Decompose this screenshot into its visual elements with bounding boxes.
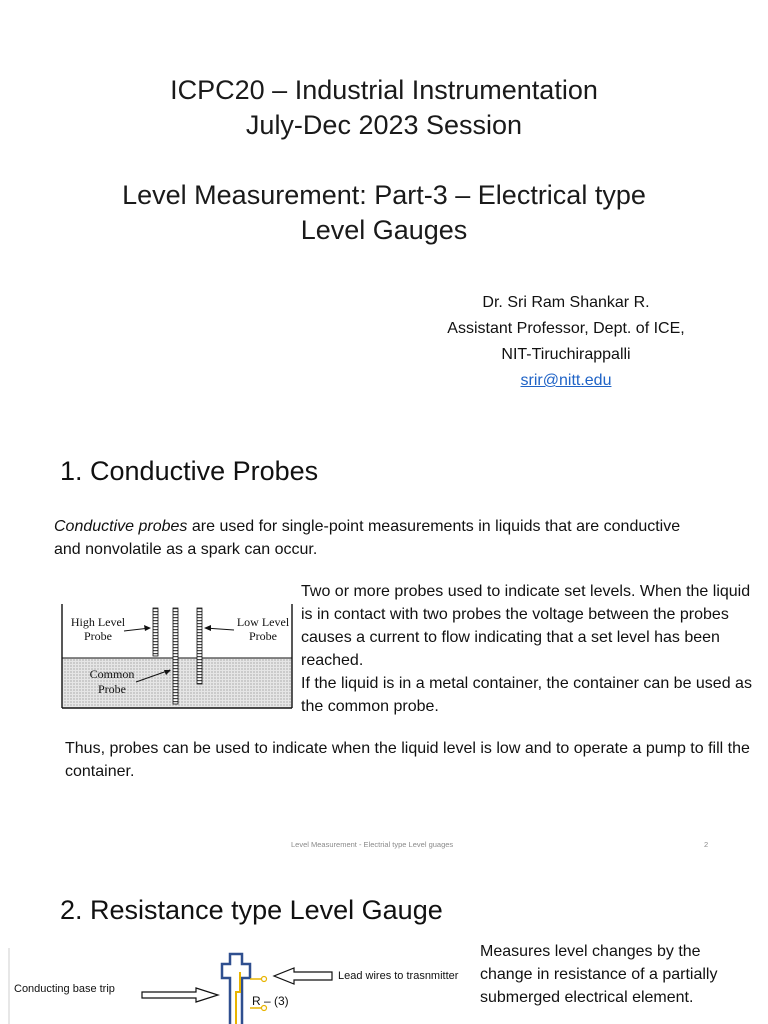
author-position: Assistant Professor, Dept. of ICE, (447, 320, 685, 337)
title-line: ICPC20 – Industrial Instrumentation (170, 75, 598, 105)
author-info (430, 290, 702, 394)
author-institute: NIT-Tiruchirappalli (501, 346, 631, 363)
title-line: Level Gauges (300, 215, 468, 245)
course-title (0, 73, 768, 248)
arrow-head-icon (144, 625, 151, 631)
low-level-probe (197, 608, 202, 684)
intro-rest: are used for single-point measurements in liquids that are conductive and nonvolatile as a spark can occur. (54, 518, 681, 558)
conductive-intro (54, 515, 694, 561)
base-strip-label: Conducting base trip (14, 983, 115, 995)
resistor-label: R – (3) (252, 994, 289, 1008)
conductive-probe-diagram (58, 578, 298, 718)
common-probe (173, 608, 178, 704)
arrow-head-icon (204, 625, 211, 631)
description-para-2: If the liquid is in a metal container, the container can be used as the common probe. (301, 675, 752, 715)
lead-wires-label: Lead wires to trasnmitter (338, 970, 459, 982)
low-probe-label-1: Low Level (236, 615, 290, 629)
author-name: Dr. Sri Ram Shankar R. (482, 294, 650, 311)
section-heading-resistance: 2. Resistance type Level Gauge (60, 895, 443, 925)
description-para-1: Two or more probes used to indicate set levels. When the liquid is in contact with two probes the voltage between the probes causes a current to flow indicating that a set level has been reached. (301, 583, 751, 669)
low-probe-label-2: Probe (249, 629, 277, 643)
intro-italic: Conductive probes (54, 518, 188, 535)
title-line: July-Dec 2023 Session (245, 110, 523, 140)
section-heading-conductive: 1. Conductive Probes (60, 456, 319, 486)
resistance-description: Measures level changes by the change in resistance of a partially submerged electrical element. (480, 943, 718, 1006)
high-probe-label-2: Probe (84, 629, 112, 643)
high-level-probe (153, 608, 158, 656)
title-line: Level Measurement: Part-3 – Electrical type (122, 180, 646, 210)
conductive-conclusion: Thus, probes can be used to indicate when the liquid level is low and to operate a pump to fill the container. (65, 740, 750, 780)
high-probe-label-1: High Level (70, 615, 126, 629)
common-probe-label-2: Probe (98, 682, 126, 696)
title-spacer (0, 143, 768, 178)
resistance-gauge-diagram (8, 942, 470, 1024)
conductive-description (301, 580, 756, 718)
common-probe-label-1: Common (89, 667, 135, 681)
author-email-link[interactable]: srir@nitt.edu (520, 372, 612, 389)
slide-footer: Level Measurement - Electrial type Level guages (291, 840, 454, 849)
slide-page-number: 2 (704, 840, 709, 849)
